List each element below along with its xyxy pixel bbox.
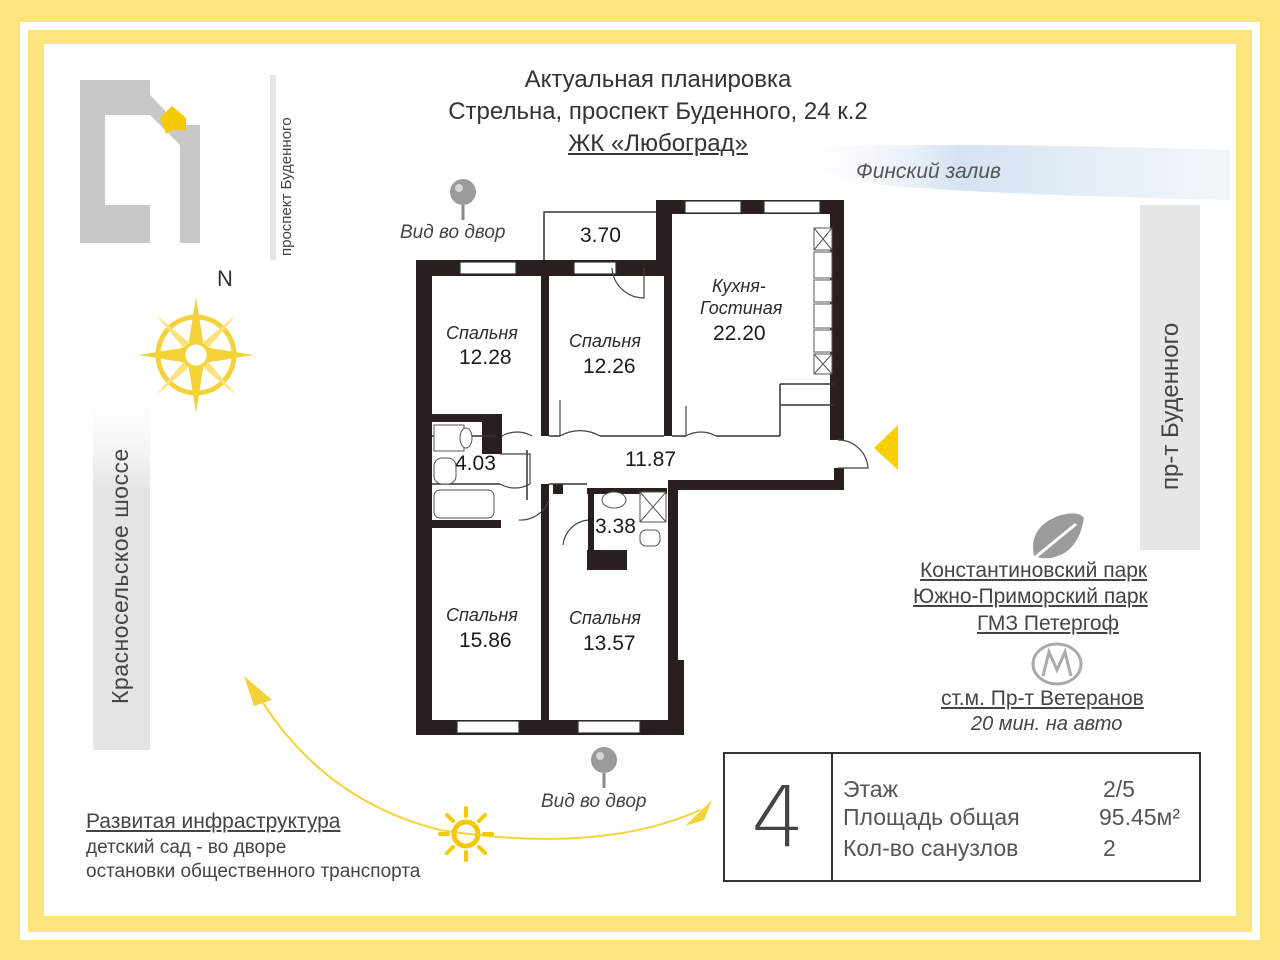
bay-label: Финский залив — [856, 160, 1001, 183]
balcony-area: 3.70 — [580, 224, 621, 247]
view-label-top: Вид во двор — [400, 222, 506, 243]
view-pin-top-icon — [450, 179, 476, 220]
street-label-left: Красносельское шоссе — [107, 448, 133, 704]
area-label: Площадь общая — [843, 804, 1020, 830]
floor-value: 2/5 — [1103, 776, 1135, 802]
kitchen-name-line2: Гостиная — [700, 298, 783, 318]
bathroom2-area: 3.38 — [595, 515, 636, 538]
bedroom3-area: 15.86 — [459, 629, 512, 652]
infrastructure-line1: детский сад - во дворе — [86, 837, 287, 858]
summary-divider — [831, 754, 833, 880]
leaf-icon — [1032, 513, 1084, 560]
hall-area: 11.87 — [625, 448, 676, 471]
bedroom1-area: 12.28 — [459, 346, 512, 369]
bedroom2-area: 12.26 — [583, 355, 636, 378]
summary-box — [723, 752, 1201, 882]
infrastructure-line2: остановки общественного транспорта — [86, 861, 421, 882]
street-label-top-left: проспект Буденного — [278, 117, 295, 256]
park-link-2[interactable]: Южно-Приморский парк — [913, 585, 1148, 608]
metro-link[interactable]: ст.м. Пр-т Ветеранов — [941, 687, 1144, 710]
view-label-bottom: Вид во двор — [541, 791, 647, 812]
kitchen-name-line1: Кухня- — [712, 276, 766, 296]
floor-label: Этаж — [843, 776, 898, 802]
bathrooms-label: Кол-во санузлов — [843, 835, 1019, 861]
rooms-count: 4 — [751, 768, 805, 866]
compass-north-label: N — [217, 266, 233, 291]
bathroom1-area: 4.03 — [455, 452, 496, 475]
compass-icon — [138, 297, 254, 413]
museum-link[interactable]: ГМЗ Петергоф — [977, 612, 1119, 635]
infrastructure-title[interactable]: Развитая инфраструктура — [86, 810, 341, 833]
bedroom2-name: Спальня — [569, 331, 641, 351]
sun-arrow-start — [244, 676, 272, 706]
bedroom4-name: Спальня — [569, 608, 641, 628]
street-label-right: пр-т Буденного — [1157, 322, 1184, 490]
entrance-arrow-icon — [874, 425, 898, 470]
park-link-1[interactable]: Константиновский парк — [920, 559, 1148, 582]
bedroom3-name: Спальня — [446, 605, 518, 625]
kitchen-area: 22.20 — [713, 322, 766, 345]
metro-icon — [1033, 644, 1081, 684]
header-title: Актуальная планировка — [524, 66, 792, 93]
header-complex-link[interactable]: ЖК «Любоград» — [568, 130, 748, 157]
bathrooms-value: 2 — [1103, 835, 1116, 861]
sun-arrow-end — [685, 800, 712, 826]
view-pin-bottom-icon — [591, 747, 617, 788]
bedroom4-area: 13.57 — [583, 632, 636, 655]
bedroom1-name: Спальня — [446, 323, 518, 343]
metro-time: 20 мин. на авто — [971, 713, 1123, 735]
area-value: 95.45м² — [1099, 804, 1181, 830]
header-address: Стрельна, проспект Буденного, 24 к.2 — [448, 98, 868, 125]
